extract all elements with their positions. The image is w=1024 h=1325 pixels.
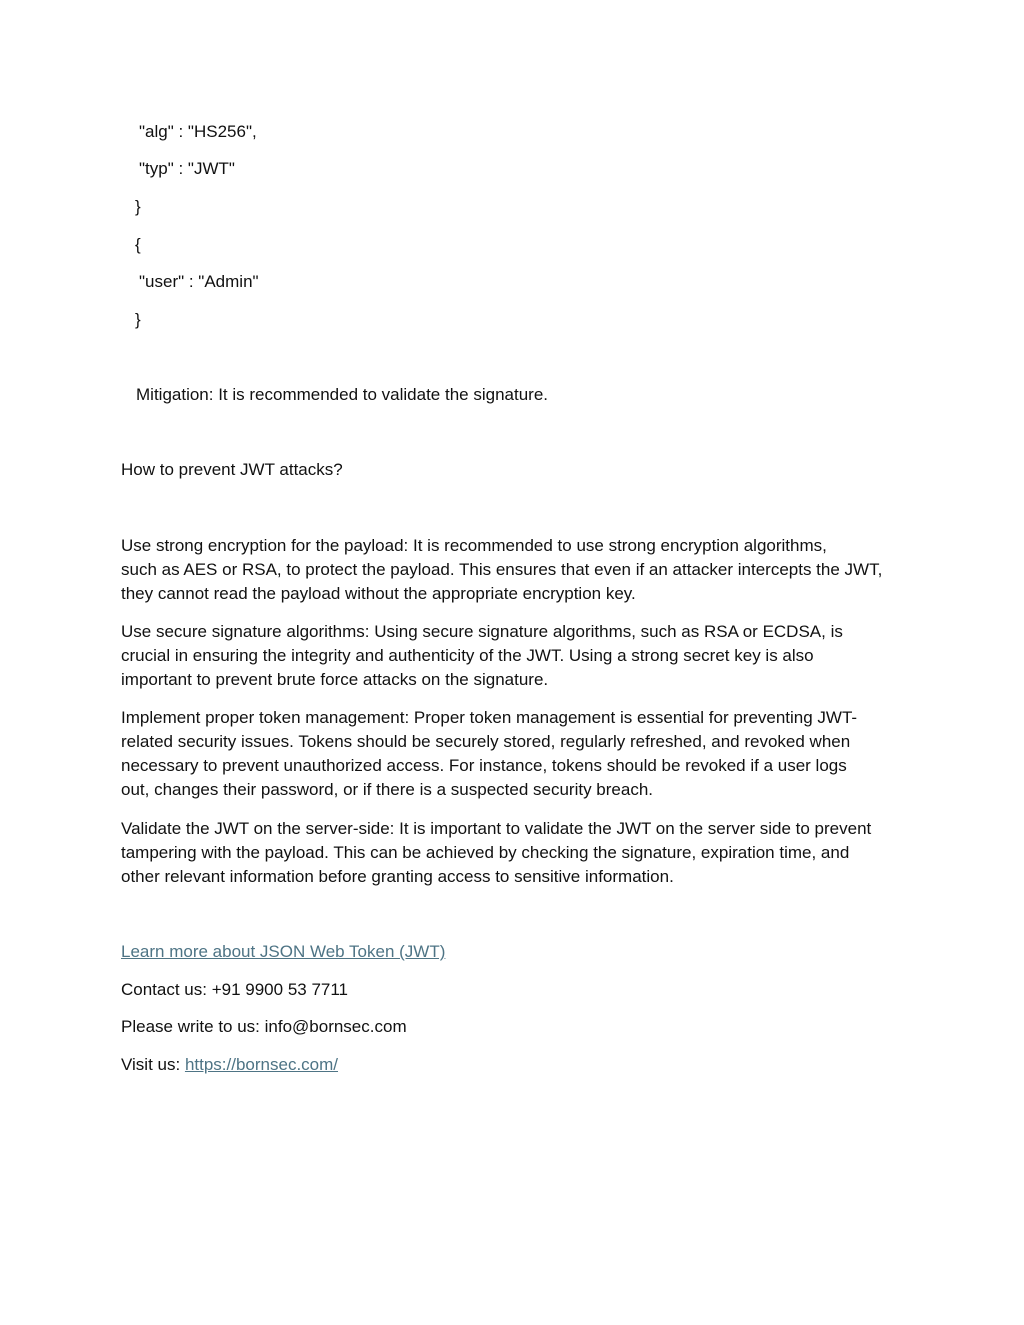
contact-email: Please write to us: info@bornsec.com [121, 1017, 407, 1036]
paragraph-line: such as AES or RSA, to protect the payload. This ensures that even if an attacker intercepts the JWT, [121, 560, 883, 579]
paragraph-line: related security issues. Tokens should be securely stored, regularly refreshed, and revoked when [121, 732, 851, 751]
code-line-user: "user" : "Admin" [139, 272, 259, 291]
code-line-alg: "alg" : "HS256", [139, 122, 257, 141]
code-line-close-brace: } [135, 197, 141, 216]
paragraph-line: they cannot read the payload without the appropriate encryption key. [121, 584, 636, 603]
paragraph-line: crucial in ensuring the integrity and authenticity of the JWT. Using a strong secret key is also [121, 646, 814, 665]
paragraph-line: Use secure signature algorithms: Using secure signature algorithms, such as RSA or ECDSA, is [121, 622, 843, 641]
learn-more-jwt-link[interactable]: Learn more about JSON Web Token (JWT) [121, 942, 446, 961]
paragraph-line: Use strong encryption for the payload: It is recommended to use strong encryption algorithms, [121, 536, 827, 555]
website-link[interactable]: https://bornsec.com/ [184, 1055, 339, 1074]
code-line-typ: "typ" : "JWT" [139, 159, 235, 178]
paragraph-line: out, changes their password, or if there is a suspected security breach. [121, 780, 653, 799]
code-line-close-brace-2: } [135, 310, 141, 329]
visit-us-label: Visit us: [121, 1055, 185, 1074]
paragraph-line: other relevant information before granting access to sensitive information. [121, 867, 674, 886]
paragraph-line: Validate the JWT on the server-side: It is important to validate the JWT on the server side to prevent [121, 819, 872, 838]
paragraph-server-validation [121, 817, 911, 889]
paragraph-line: Implement proper token management: Proper token management is essential for preventing JWT- [121, 708, 858, 727]
paragraph-line: important to prevent brute force attacks on the signature. [121, 670, 549, 689]
paragraph-strong-encryption [121, 534, 911, 606]
visit-us-line [121, 1053, 338, 1077]
paragraph-line: tampering with the payload. This can be achieved by checking the signature, expiration time, and [121, 843, 850, 862]
paragraph-line: necessary to prevent unauthorized access. For instance, tokens should be revoked if a user logs [121, 756, 847, 775]
contact-phone: Contact us: +91 9900 53 7711 [121, 980, 349, 999]
code-line-open-brace: { [135, 235, 141, 254]
mitigation-text: Mitigation: It is recommended to validate the signature. [136, 385, 548, 404]
section-heading: How to prevent JWT attacks? [121, 460, 343, 479]
paragraph-token-management [121, 706, 911, 802]
paragraph-secure-signature [121, 620, 911, 692]
